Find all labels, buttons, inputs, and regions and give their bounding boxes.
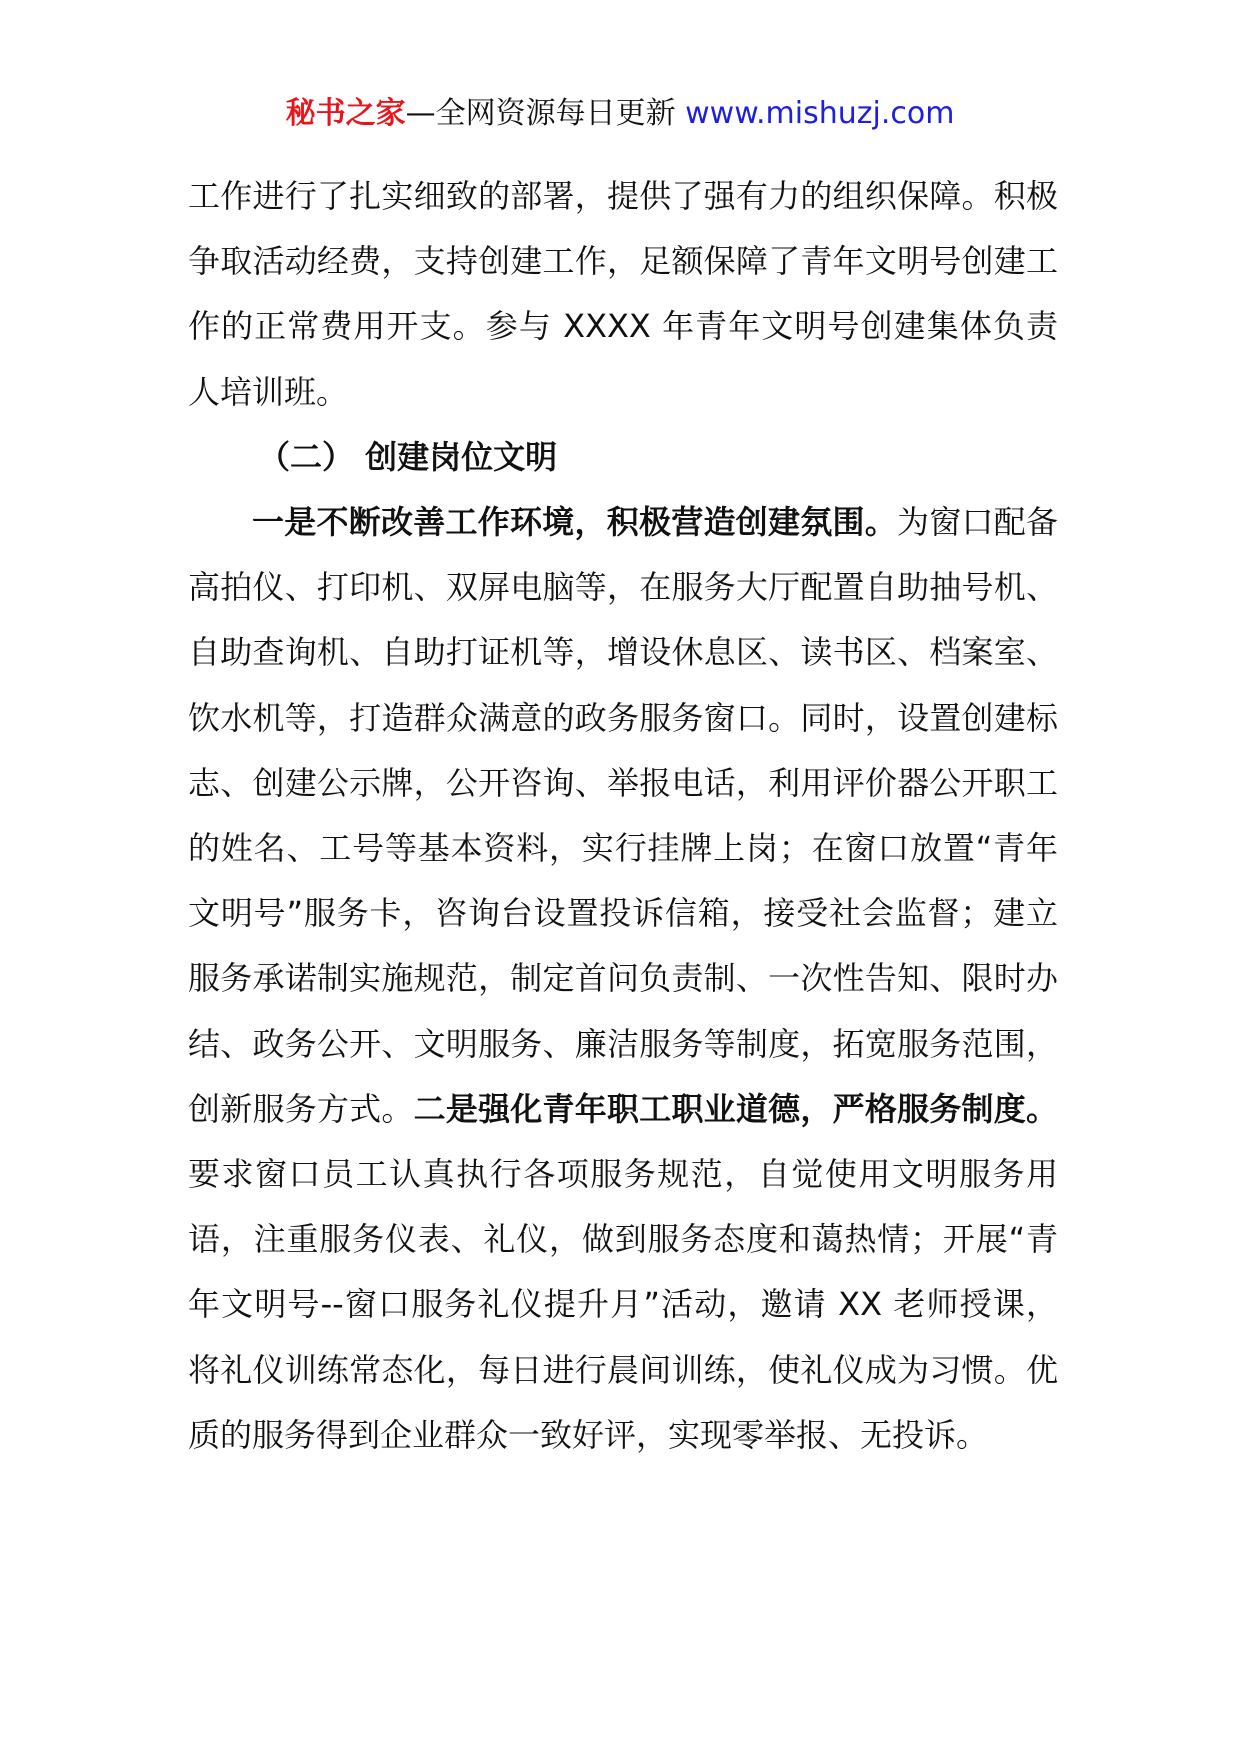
paragraph-organization: 工作进行了扎实细致的部署，提供了强有力的组织保障。积极争取活动经费，支持创建工作，足额保障了青年文明号创建工作的正常费用开支。参与 XXXX 年青年文明号创建集体负责人培训班。	[188, 177, 1058, 411]
point-two-title: 二是强化青年职工职业道德，严格服务制度。	[413, 1089, 1058, 1128]
point-one-text: 为窗口配备高拍仪、打印机、双屏电脑等，在服务大厅配置自助抽号机、自助查询机、自助打证机等，增设休息区、读书区、档案室、饮水机等，打造群众满意的政务服务窗口。同时，设置创建标志、创建公示牌，公开咨询、举报电话，利用评价器公开职工的姓名、工号等基本资料，实行挂牌上岗；在窗口放置“青年文明号”服务卡，咨询台设置投诉信箱，接受社会监督；建立服务承诺制实施规范，制定首问负责制、一次性告知、限时办结、政务公开、文明服务、廉洁服务等制度，拓宽服务范围，创新服务方式。	[188, 503, 1058, 1128]
point-one-title: 一是不断改善工作环境，积极营造创建氛围。	[252, 503, 897, 542]
document-body	[188, 164, 1058, 1468]
header-tagline: —全网资源每日更新	[405, 96, 686, 131]
section-heading: （二） 创建岗位文明	[258, 437, 558, 476]
site-url-link[interactable]: www.mishuzj.com	[685, 96, 955, 131]
point-two-text: 要求窗口员工认真执行各项服务规范，自觉使用文明服务用语，注重服务仪表、礼仪，做到服务态度和蔼热情；开展“青年文明号--窗口服务礼仪提升月”活动，邀请 XX 老师授课，将礼仪训练常态化，每日进行晨间训练，使礼仪成为习惯。优质的服务得到企业群众一致好评，实现零举报、无投诉。	[188, 1155, 1058, 1454]
paragraph-post-civilization	[188, 490, 1058, 1468]
site-header	[0, 94, 1240, 134]
brand-name: 秘书之家	[285, 96, 406, 131]
